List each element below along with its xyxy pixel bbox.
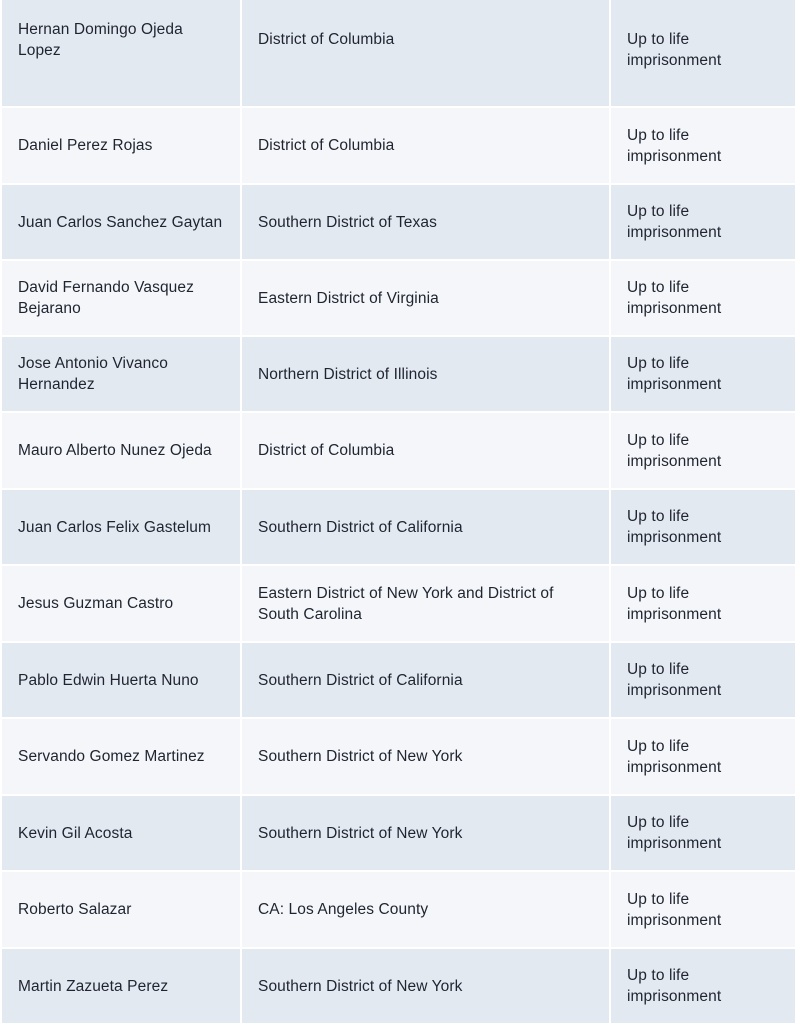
- district-cell: Southern District of New York: [242, 796, 609, 872]
- defendant-name-cell: Roberto Salazar: [2, 872, 240, 949]
- district-cell: CA: Los Angeles County: [242, 872, 609, 949]
- table-row: [2, 0, 795, 108]
- defendant-name-cell: Juan Carlos Felix Gastelum: [2, 490, 240, 566]
- district-cell: Eastern District of Virginia: [242, 261, 609, 337]
- defendant-name-cell: Daniel Perez Rojas: [2, 108, 240, 185]
- defendant-name-cell: Martin Zazueta Perez: [2, 949, 240, 1024]
- penalty-cell: Up to life imprisonment: [611, 185, 795, 261]
- district-cell: Southern District of New York: [242, 719, 609, 796]
- penalty-cell: Up to life imprisonment: [611, 108, 795, 185]
- table-row: [2, 490, 795, 566]
- district-cell: Southern District of California: [242, 490, 609, 566]
- penalty-cell: Up to life imprisonment: [611, 872, 795, 949]
- defendant-name-cell: Jesus Guzman Castro: [2, 566, 240, 643]
- district-cell: Southern District of Texas: [242, 185, 609, 261]
- district-cell: District of Columbia: [242, 413, 609, 490]
- penalty-cell: Up to life imprisonment: [611, 566, 795, 643]
- defendant-name-cell: Kevin Gil Acosta: [2, 796, 240, 872]
- table-row: [2, 108, 795, 185]
- district-cell: Southern District of New York: [242, 949, 609, 1024]
- defendant-name-cell: Servando Gomez Martinez: [2, 719, 240, 796]
- penalty-cell: Up to life imprisonment: [611, 643, 795, 719]
- district-cell: Northern District of Illinois: [242, 337, 609, 413]
- penalty-cell: Up to life imprisonment: [611, 490, 795, 566]
- penalty-cell: Up to life imprisonment: [611, 719, 795, 796]
- table-row: [2, 796, 795, 872]
- district-cell: Eastern District of New York and District of South Carolina: [242, 566, 609, 643]
- defendant-name-cell: Pablo Edwin Huerta Nuno: [2, 643, 240, 719]
- penalty-cell: Up to life imprisonment: [611, 261, 795, 337]
- defendant-name-cell: Jose Antonio Vivanco Hernandez: [2, 337, 240, 413]
- defendant-name-cell: Mauro Alberto Nunez Ojeda: [2, 413, 240, 490]
- table-row: [2, 566, 795, 643]
- table-row: [2, 185, 795, 261]
- penalty-cell: Up to life imprisonment: [611, 337, 795, 413]
- table-row: [2, 413, 795, 490]
- defendant-name-cell: Hernan Domingo Ojeda Lopez: [2, 0, 240, 108]
- table-row: [2, 719, 795, 796]
- district-cell: Southern District of California: [242, 643, 609, 719]
- table-row: [2, 949, 795, 1024]
- penalty-cell: Up to life imprisonment: [611, 0, 795, 108]
- table-row: [2, 872, 795, 949]
- defendant-name-cell: Juan Carlos Sanchez Gaytan: [2, 185, 240, 261]
- district-cell: District of Columbia: [242, 108, 609, 185]
- penalty-cell: Up to life imprisonment: [611, 413, 795, 490]
- penalty-cell: Up to life imprisonment: [611, 796, 795, 872]
- table-row: [2, 643, 795, 719]
- table-row: [2, 261, 795, 337]
- district-cell: District of Columbia: [242, 0, 609, 108]
- defendant-name-cell: David Fernando Vasquez Bejarano: [2, 261, 240, 337]
- table-row: [2, 337, 795, 413]
- penalty-cell: Up to life imprisonment: [611, 949, 795, 1024]
